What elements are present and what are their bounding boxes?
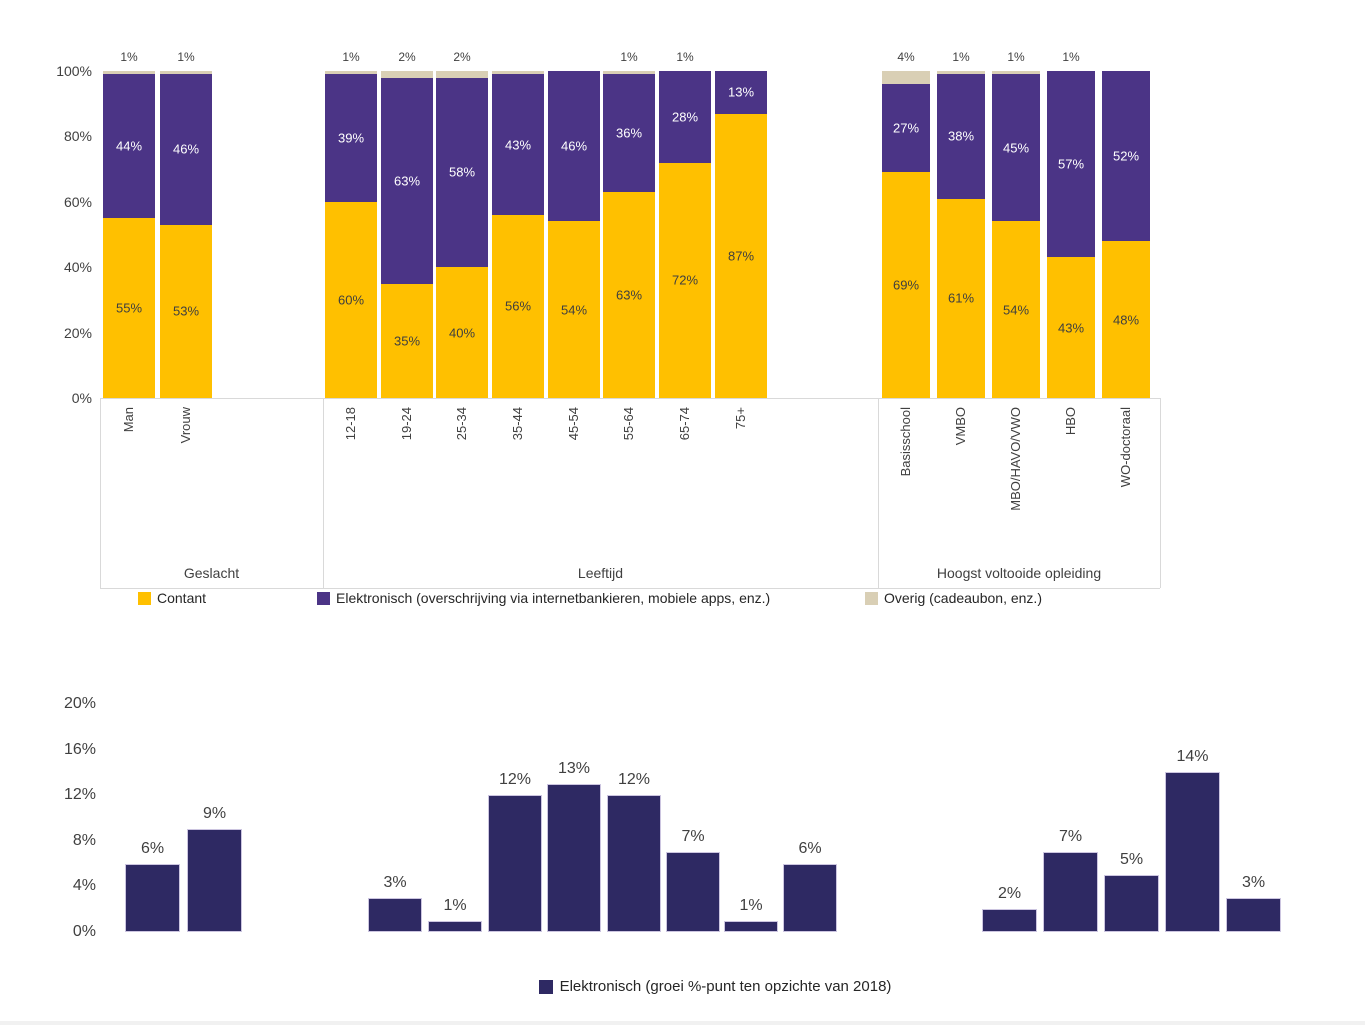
category-label-55-64: 55-64 [621,407,636,441]
category-label-mbo-havo-vwo: MBO/HAVO/VWO [1008,407,1023,511]
legend-swatch [138,592,151,605]
top-y-tick-label: 60% [63,193,92,210]
growth-value-label: 6% [798,839,822,857]
category-label-wo-doctoraal: WO-doctoraal [1118,407,1133,488]
growth-bar-65-74 [724,921,778,932]
stacked-bar-25-34 [436,71,488,398]
stacked-bar-vmbo [937,71,985,398]
growth-value-label: 13% [557,759,591,777]
elektronisch-value-label: 58% [448,164,476,180]
segment-overig [882,71,930,84]
growth-value-label: 5% [1119,851,1144,868]
stacked-bar-basisschool [882,71,930,398]
group-label-0: Geslacht [183,565,240,581]
elektronisch-value-label: 63% [393,173,421,189]
growth-bar-hbo [1165,772,1220,932]
category-label-vrouw: Vrouw [178,407,193,444]
category-label-19-24: 19-24 [399,407,414,441]
growth-bar-75+ [783,864,837,932]
category-label-25-34: 25-34 [454,407,469,441]
stacked-bar-mbo-havo-vwo [992,71,1040,398]
stacked-bar-vrouw [160,71,212,398]
elektronisch-value-label: 13% [727,84,755,100]
top-y-tick-label: 100% [56,63,92,79]
elektronisch-value-label: 28% [671,109,699,125]
group-label-1: Leeftijd [577,565,624,581]
elektronisch-value-label: 46% [560,138,588,154]
contant-value-label: 69% [892,277,920,293]
growth-value-label: 6% [140,839,165,857]
x-axis-line [100,398,1160,399]
category-label-45-54: 45-54 [566,407,581,441]
panel-bottom-line [100,588,1160,589]
growth-y-tick-label: 4% [72,877,96,895]
contant-value-label: 87% [727,248,755,264]
elektronisch-value-label: 46% [172,141,200,157]
growth-value-label: 9% [202,805,227,823]
category-label-hbo: HBO [1063,407,1078,436]
growth-y-tick-label: 8% [72,831,96,849]
contant-value-label: 72% [671,272,699,288]
overig-value-label: 1% [952,50,970,64]
stacked-bar-hbo [1047,71,1095,398]
growth-value-label: 1% [739,896,763,914]
growth-legend [100,978,1330,995]
group-label-2: Hoogst voltooide opleiding [936,565,1102,581]
overig-value-label: 2% [398,50,416,64]
overig-value-label: 4% [897,50,915,64]
elektronisch-value-label: 44% [115,138,143,154]
growth-bar-12-18 [368,898,422,932]
overig-value-label: 1% [676,50,694,64]
category-label-vmbo: VMBO [953,407,968,446]
legend-swatch [539,980,553,994]
overig-value-label: 1% [177,50,195,64]
stacked-bar-65-74 [659,71,711,398]
growth-y-tick-label: 0% [72,923,96,940]
legend-swatch [317,592,330,605]
growth-value-label: 12% [498,771,532,789]
elektronisch-value-label: 45% [1002,140,1030,156]
stacked-bar-wo-doctoraal [1102,71,1150,398]
contant-value-label: 43% [1057,320,1085,336]
contant-value-label: 48% [1112,312,1140,328]
category-label-65-74: 65-74 [677,407,692,441]
growth-bar-35-44 [547,784,601,932]
legend-item-2 [865,590,1042,606]
top-y-tick-label: 20% [63,324,92,341]
legend-swatch [865,592,878,605]
contant-value-label: 35% [393,333,421,349]
growth-bar-basisschool [982,909,1037,932]
elektronisch-value-label: 52% [1112,148,1140,164]
category-label-man: Man [121,407,136,433]
elektronisch-value-label: 39% [337,130,365,146]
growth-value-label: 3% [383,873,407,891]
growth-y-tick-label: 12% [63,786,96,804]
elektronisch-value-label: 36% [615,125,643,141]
contant-value-label: 60% [337,292,365,308]
growth-bar-45-54 [607,795,661,932]
contant-value-label: 56% [504,298,532,314]
growth-bar-vrouw [187,829,242,932]
growth-value-label: 2% [997,885,1022,903]
category-label-basisschool: Basisschool [898,407,913,477]
overig-value-label: 1% [1007,50,1025,64]
growth-bar-55-64 [666,852,720,932]
overig-value-label: 2% [453,50,471,64]
panel-right-line [1160,398,1161,588]
overig-value-label: 1% [1062,50,1080,64]
panel-left-line [100,398,101,588]
top-y-tick-label: 40% [63,259,92,276]
elektronisch-value-label: 57% [1057,156,1085,172]
overig-value-label: 1% [120,50,138,64]
stacked-bar-12-18 [325,71,377,398]
elektronisch-value-label: 27% [892,120,920,136]
growth-value-label: 12% [617,771,651,789]
legend-item-1 [317,590,770,606]
growth-y-tick-label: 16% [63,740,96,758]
panel-divider-line [878,398,879,588]
contant-value-label: 55% [115,300,143,316]
legend-item-0 [138,590,206,606]
stacked-bar-45-54 [548,71,600,398]
top-y-tick-label: 0% [71,390,92,406]
category-label-12-18: 12-18 [343,407,358,441]
growth-value-label: 14% [1176,748,1209,766]
elektronisch-value-label: 43% [504,137,532,153]
legend-label: Contant [157,590,207,606]
growth-value-label: 7% [681,828,705,846]
legend-label: Elektronisch (groei %-punt ten opzichte van 2018) [559,978,892,995]
stacked-bar-35-44 [492,71,544,398]
growth-value-label: 3% [1241,873,1266,891]
contant-value-label: 63% [615,287,643,303]
contant-value-label: 53% [172,303,200,319]
stacked-bar-man [103,71,155,398]
category-label-35-44: 35-44 [510,407,525,441]
contant-value-label: 54% [560,302,588,318]
overig-value-label: 1% [342,50,360,64]
contant-value-label: 54% [1002,302,1030,318]
overig-value-label: 1% [620,50,638,64]
contant-value-label: 40% [448,325,476,341]
elektronisch-value-label: 38% [947,128,975,144]
bottom-edge-strip [0,1021,1365,1025]
growth-bar-mbo-havo-vwo [1104,875,1159,932]
growth-value-label: 1% [443,896,467,914]
growth-bar-vmbo [1043,852,1098,932]
panel-divider-line [323,398,324,588]
stacked-bar-55-64 [603,71,655,398]
growth-value-label: 7% [1058,828,1083,846]
legend-label: Elektronisch (overschrijving via internetbankieren, mobiele apps, enz.) [336,590,771,606]
electronic-growth-chart [0,640,1365,1028]
contant-value-label: 61% [947,290,975,306]
stacked-bar-19-24 [381,71,433,398]
growth-y-tick-label: 20% [63,695,96,712]
top-y-tick-label: 80% [63,128,92,145]
growth-bar-19-24 [428,921,482,932]
growth-bar-25-34 [488,795,542,932]
legend-label: Overig (cadeaubon, enz.) [884,590,1042,606]
category-label-75+: 75+ [733,407,748,430]
stacked-bar-75+ [715,71,767,398]
growth-bar-wo-doctoraal [1226,898,1281,932]
growth-bar-man [125,864,180,932]
